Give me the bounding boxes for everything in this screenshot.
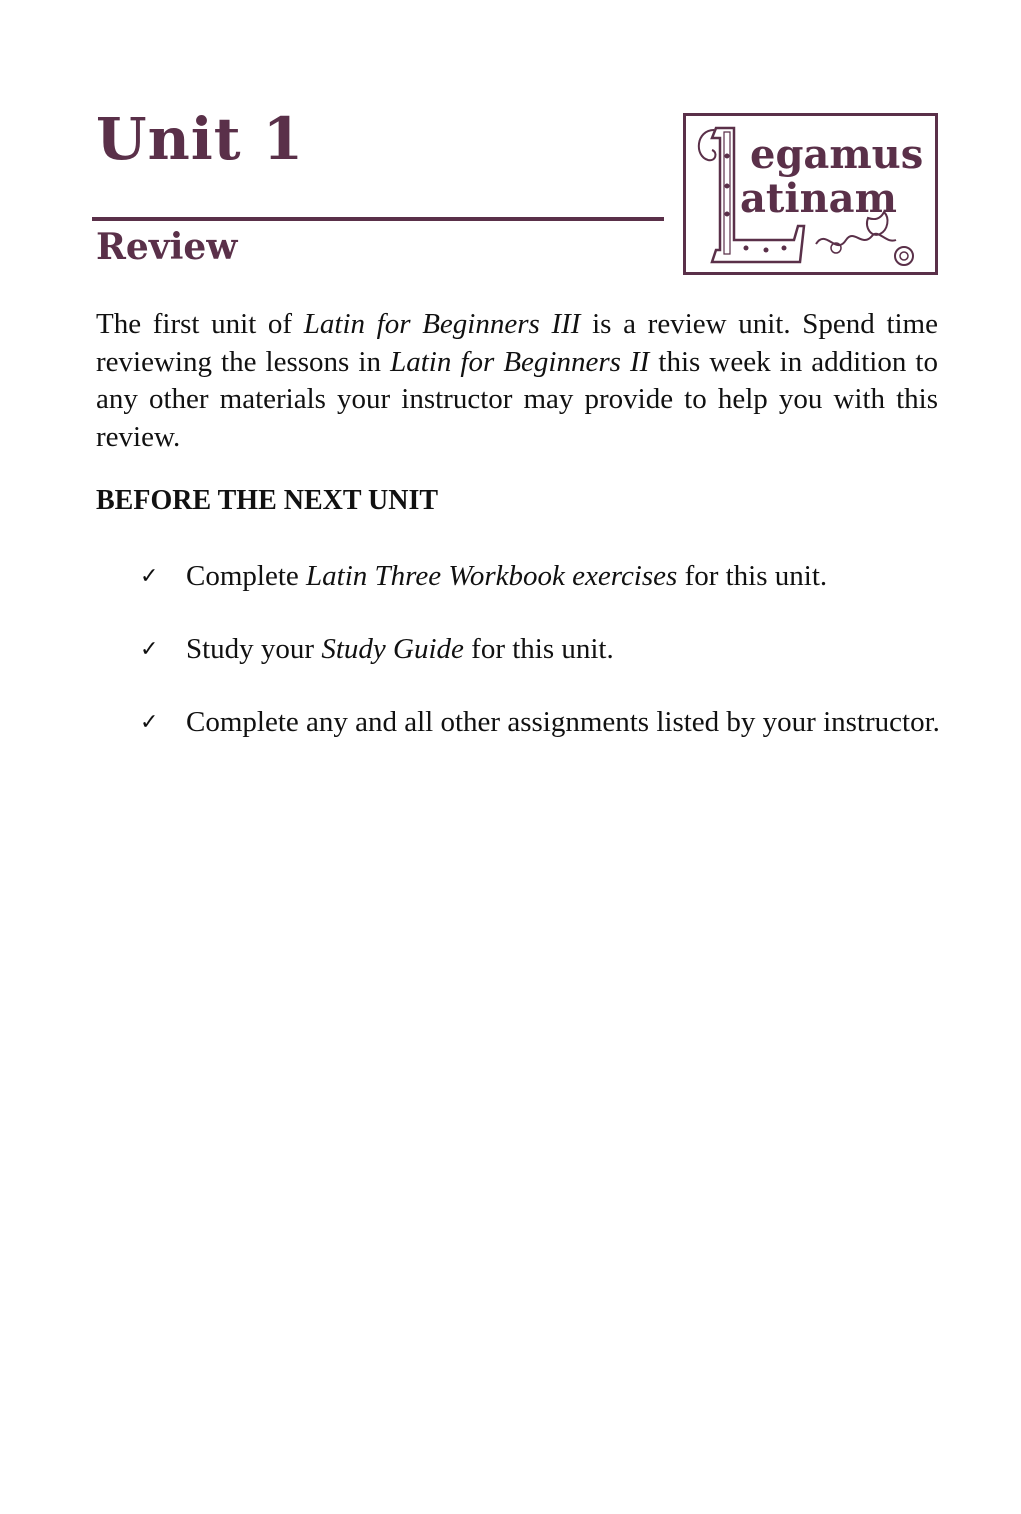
item-text-end: for this unit. (677, 560, 828, 592)
intro-paragraph (96, 306, 938, 456)
intro-text-2: is a review unit. Spend time reviewing the lessons in (96, 308, 938, 378)
book-title-1: Latin for Beginners III (303, 308, 581, 340)
book-title-2: Latin for Beginners II (390, 345, 650, 378)
checkmark-icon: ✓ (140, 564, 159, 589)
item-text-end: for this unit. (463, 633, 614, 665)
intro-text-3: this week in addition to any other materials your instructor may provide to help you with this review. (96, 345, 938, 453)
item-italic-text: Latin Three Workbook exercises (306, 560, 678, 592)
assignment-checklist (140, 555, 940, 774)
title-divider (92, 217, 664, 221)
intro-text-1: The first unit of (96, 308, 304, 340)
item-text: Complete any and all other assignments listed by your instructor. (186, 706, 940, 738)
checkmark-icon: ✓ (140, 637, 159, 662)
checklist-item (140, 628, 940, 671)
item-italic-text: Study Guide (321, 633, 464, 665)
item-text: Study your (186, 633, 322, 665)
item-text: Complete (186, 560, 307, 592)
unit-title: Unit 1 (96, 105, 305, 173)
checklist-item (140, 701, 940, 744)
checkmark-icon: ✓ (140, 710, 159, 735)
legamus-latinam-logo (683, 113, 938, 275)
illuminated-l-icon (686, 116, 935, 272)
checklist-item (140, 555, 940, 598)
logo-line2: atinam (740, 175, 897, 222)
logo-line1: egamus (750, 131, 924, 178)
unit-subtitle: Review (96, 226, 238, 268)
section-heading: BEFORE THE NEXT UNIT (96, 485, 439, 516)
